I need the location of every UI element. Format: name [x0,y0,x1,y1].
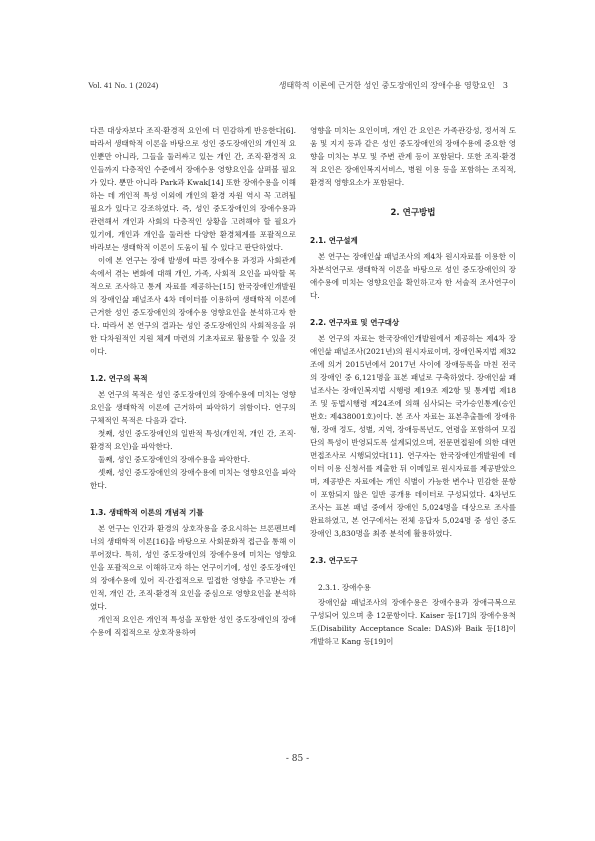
section-heading-1-2: 1.2. 연구의 목적 [90,374,148,383]
paragraph: 영향을 미치는 요인이며, 개인 간 요인은 가족관강성, 정서적 도움 및 지지 등과 같은 성인 중도장애인의 장애수용에 중요한 영향을 미치는 부모 및 주변 관계 등이 포함된다. 또한 조직·환경적 요인은 장애인복지서비스, 병원 이용 등을 포함하는 조직적, 환경적 영향요소가 포함된다. [310,126,516,187]
paragraph: 이에 본 연구는 장애 발생에 따른 장애수용 과정과 사회관계 속에서 겪는 변화에 대해 개인, 가족, 사회적 요인을 파악할 목적으로 조사하고 통계 자료를 제공하는[15] 한국장애인개발원의 장애인삶 패널조사 4차 데이터를 이용하여 생태학적 이론에 근거한 성인 중도장애인의 장애수용 영향요인을 분석하고자 한다. 따라서 본 연구의 결과는 성인 중도장애인의 사회적응을 위한 다차원적인 지원 체계 마련의 기초자료로 활용할 수 있을 것이다. [90,256,296,356]
section-heading-2-1: 2.1. 연구설계 [310,236,358,245]
paragraph: 본 연구는 인간과 환경의 상호작용을 중요시하는 브론펜브레너의 생태학적 이론[16]을 바탕으로 사회문화적 접근을 통해 이루어졌다. 특히, 성인 중도장애인의 장애수용에 미치는 영향요인을 포괄적으로 이해하고자 하는 연구이기에, 성인 중도장애인의 장애수용에 있어 직·간접적으로 밀접한 영향을 주고받는 개인적, 개인 간, 조직·환경적 요인을 중심으로 영향요인을 분석하였다. [90,524,296,611]
paragraph: 둘째, 성인 중도장애인의 장애수용을 파악한다. [98,455,250,464]
paragraph: 셋째, 성인 중도장애인의 장애수용에 미치는 영향요인을 파악한다. [90,468,296,490]
right-column [310,124,516,648]
running-title-text: 생태학적 이론에 근거한 성인 중도장애인의 장애수용 영향요인 [278,81,495,90]
paragraph: 개인적 요인은 개인적 특성을 포함한 성인 중도장애인의 장애수용에 직접적으로 상호작용하여 [90,615,296,637]
left-column [90,124,296,639]
section-heading-2-3: 2.3. 연구도구 [310,556,358,565]
running-header [88,80,508,94]
paragraph: 장애인삶 패널조사의 장애수용은 장애수용과 장애극복으로 구성되어 있으며 총 12문항이다. Kaiser 등[17]의 장애수용척도(Disability Acceptance Scale: DAS)와 Baik 등[18]이 개발하고 Kang 등[19]이 [310,598,516,646]
paragraph: 첫째, 성인 중도장애인의 일반적 특성(개인적, 개인 간, 조직·환경적 요인)을 파악한다. [90,429,296,451]
paragraph: 다른 대상자보다 조직·환경적 요인에 더 민감하게 반응한다[6]. 따라서 생태학적 이론을 바탕으로 성인 중도장애인의 개인적 요인뿐만 아니라, 그들을 둘러싸고 있는 개인 간, 조직·환경적 요인들까지 다층적인 수준에서 장애수용 영향요인을 살펴볼 필요가 있다. 뿐만 아니라 Park과 Kwak[14] 또한 장애수용을 이해하는 데 개인적 특성 이외에 개인의 환경 자원 역시 꼭 고려될 필요가 있다고 강조하였다. 즉, 성인 중도장애인의 장애수용과 관련해서 개인과 사회의 다층적인 상황을 고려해야 할 필요가 있기에, 개인과 개인을 둘러싼 다양한 환경체계를 포괄적으로 바라보는 생태학적 이론이 도움이 될 수 있다고 판단하였다. [90,126,296,252]
running-title [279,80,508,91]
paragraph: 본 연구의 목적은 성인 중도장애인의 장애수용에 미치는 영향요인을 생태학적 이론에 근거하여 파악하기 위함이다. 연구의 구체적인 목적은 다음과 같다. [90,390,296,425]
section-heading-2-2: 2.2. 연구자료 및 연구대상 [310,318,400,327]
section-heading-1-3: 1.3. 생태학적 이론의 개념적 기틀 [90,508,204,517]
paragraph: 본 연구의 자료는 한국장애인개발원에서 제공하는 제4차 장애인삶 패널조사(2021년)의 원시자료이며, 장애인복지법 제32조에 의거 2015년에서 2017년 사이에 장애등록을 마친 전국의 장애인 중 6,121명을 표본 패널로 구축하였다. 장애인삶 패널조사는 장애인복지법 시행령 제19조 제2항 및 통계법 제18조 및 동법시행령 제24조에 의해 심사되는 국가승인통계(승인번호: 제438001호)이다. 본 조사 자료는 표본추출틀에 장애유형, 장애 정도, 성별, 지역, 장애등록년도, 연령을 포함하여 모집단의 특성이 반영되도록 설계되었으며, 전문면접원에 의한 대면면접조사로 시행되었다[11]. 연구자는 한국장애인개발원에 데이터 이용 신청서를 제출한 뒤 이메일로 원시자료를 제공받았으며, 제공받은 자료에는 개인 식별이 가능한 변수나 민감한 문항이 포함되지 않은 일반 공개용 데이터로 구성되었다. 4차년도 조사는 표본 패널 중에서 장애인 5,024명을 대상으로 조사를 완료하였고, 본 연구에서는 전체 응답자 5,024명 중 성인 중도장애인 3,830명을 최종 분석에 활용하였다. [310,334,516,538]
subsection-heading-2-3-1: 2.3.1. 장애수용 [318,583,371,592]
page-footer-number: - 85 - [285,754,310,764]
paragraph: 본 연구는 장애인삶 패널조사의 제4차 원시자료를 이용한 이차분석연구로 생태학적 이론을 바탕으로 성인 중도장애인의 장애수용에 미치는 영향요인을 확인하고자 한 서술적 조사연구이다. [310,252,516,300]
header-page-number: 3 [502,81,508,90]
section-heading-2: 2. 연구방법 [390,208,436,218]
journal-volume: Vol. 41 No. 1 (2024) [88,80,159,90]
